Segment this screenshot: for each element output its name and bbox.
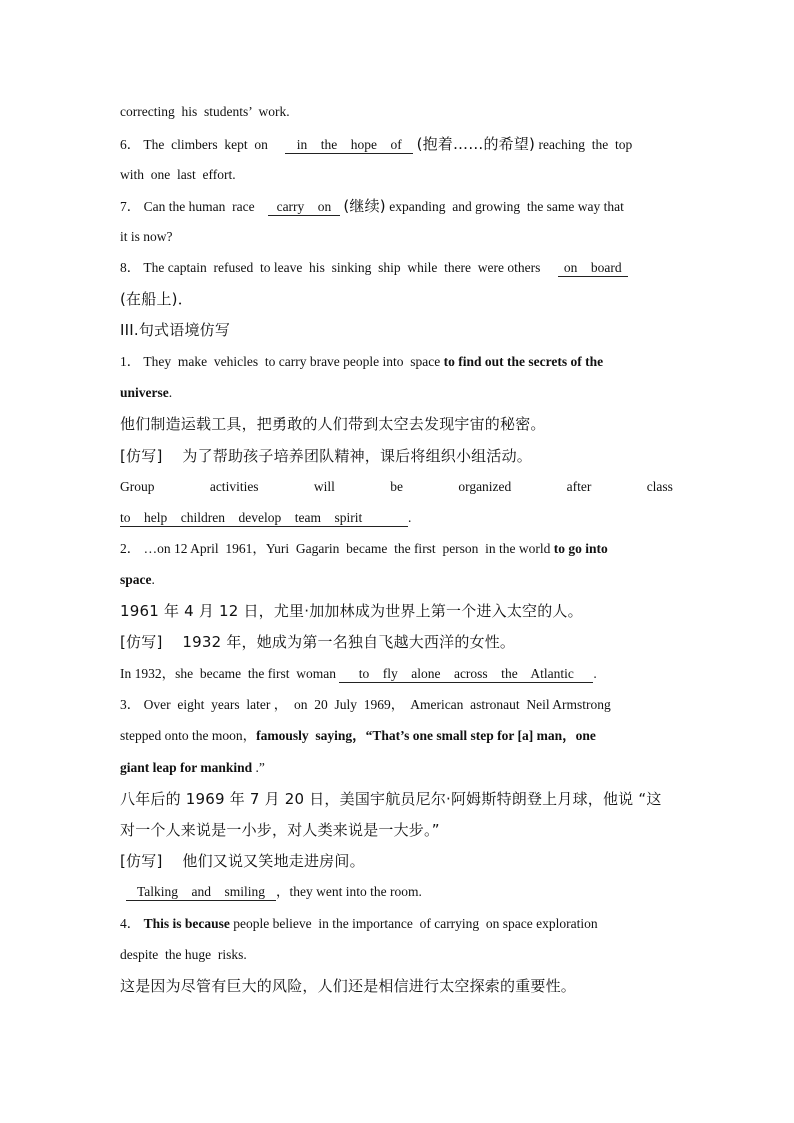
sentence-2: 2． …on 12 April 1961，Yuri Gagarin became the first person in the world to go into	[120, 541, 608, 556]
translation: 对一个人来说是一小步，对人类来说是一大步。”	[120, 821, 440, 839]
text-line: Talking and smiling ，they went into the room.	[120, 882, 673, 902]
question-7: 7． Can the human race carry on (继续) expanding and growing the same way that	[120, 197, 624, 215]
answer-blank: on board	[558, 259, 628, 277]
word: organized	[458, 479, 512, 494]
text-line: correcting his students’ work.	[120, 104, 290, 119]
answer-blank: to fly alone across the Atlantic	[339, 665, 593, 683]
text-line: universe.	[120, 385, 173, 400]
answer-blank: in the hope of	[285, 136, 413, 154]
sentence-1: 1． They make vehicles to carry brave people into space to find out the secrets of the	[120, 354, 604, 369]
text-line: with one last effort.	[120, 167, 236, 182]
translation: 八年后的 1969 年 7 月 20 日，美国宇航员尼尔·阿姆斯特朗登上月球，他说 “这	[120, 790, 662, 808]
text-line: giant leap for mankind .”	[120, 760, 265, 775]
text-line: despite the huge risks.	[120, 947, 247, 962]
text-line: to help children develop team spirit .	[120, 510, 412, 525]
justified-line	[120, 477, 673, 497]
sentence-4: 4． This is because people believe in the importance of carrying on space exploration	[120, 916, 598, 931]
section-heading: III.句式语境仿写	[120, 321, 231, 339]
translation: 他们制造运载工具，把勇敢的人们带到太空去发现宇宙的秘密。	[120, 415, 546, 433]
answer-blank: to help children develop team spirit	[120, 509, 408, 527]
word: after	[566, 479, 592, 494]
text-line: (在船上)．	[120, 290, 193, 308]
answer-blank: carry on	[268, 198, 340, 216]
imitation-prompt: [仿写] 他们又说又笑地走进房间。	[120, 852, 365, 870]
text-line: In 1932，she became the first woman to fly alone across the Atlantic .	[120, 666, 597, 681]
question-6: 6． The climbers kept on in the hope of (抱着……的希望) reaching the top	[120, 135, 633, 153]
word: be	[390, 479, 403, 494]
word: Group	[120, 479, 155, 494]
text-line: it is now?	[120, 229, 173, 244]
word: class	[646, 479, 673, 494]
translation: 1961 年 4 月 12 日，尤里·加加林成为世界上第一个进入太空的人。	[120, 602, 583, 620]
answer-blank: Talking and smiling	[126, 883, 276, 901]
text-line: stepped onto the moon，famously saying，“That’s one small step for [a] man，one	[120, 728, 596, 743]
text-line: space.	[120, 572, 155, 587]
sentence-3: 3． Over eight years later ， on 20 July 1969， American astronaut Neil Armstrong	[120, 697, 611, 712]
translation: 这是因为尽管有巨大的风险，人们还是相信进行太空探索的重要性。	[120, 977, 577, 995]
word: will	[313, 479, 335, 494]
question-8: 8． The captain refused to leave his sinking ship while there were others on board	[120, 258, 673, 278]
imitation-prompt: [仿写] 1932 年，她成为第一名独自飞越大西洋的女性。	[120, 633, 516, 651]
imitation-prompt: [仿写] 为了帮助孩子培养团队精神，课后将组织小组活动。	[120, 447, 532, 465]
word: activities	[209, 479, 259, 494]
